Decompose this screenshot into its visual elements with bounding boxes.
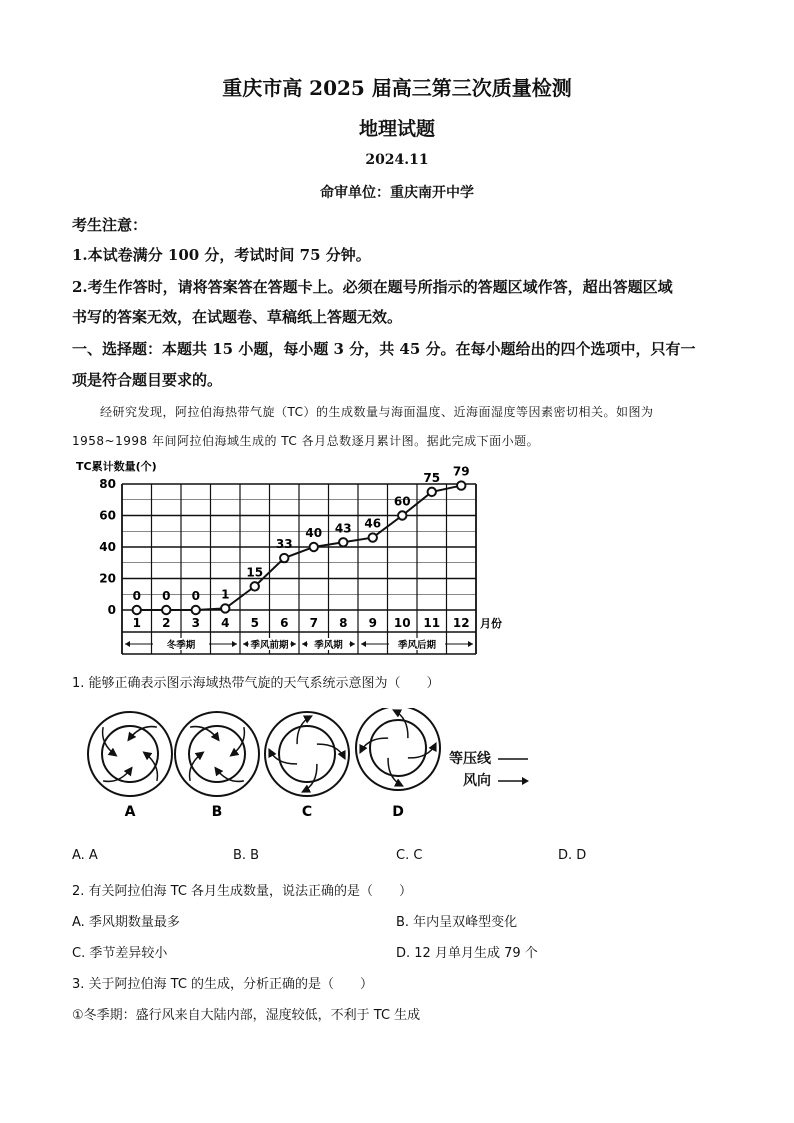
y-tick-label: 40	[99, 540, 116, 554]
data-label: 75	[423, 470, 441, 485]
x-tick-label: 12	[452, 616, 470, 630]
isobar-inner	[279, 726, 335, 782]
data-label: 79	[452, 464, 470, 479]
x-tick-label: 1	[132, 616, 141, 630]
data-point	[251, 582, 259, 590]
isobar-outer	[175, 712, 259, 796]
isobar-outer	[265, 712, 349, 796]
tc-cumulative-chart	[68, 452, 518, 662]
y-tick-label: 60	[99, 508, 116, 523]
x-tick-label: 11	[423, 616, 441, 630]
q1-option-c[interactable]: C. C	[396, 848, 423, 863]
x-tick-label: 9	[368, 616, 377, 630]
wind-arrow	[269, 750, 297, 764]
x-tick-label: 3	[191, 616, 200, 630]
q2-option-d[interactable]: D. 12 月单月生成 79 个	[396, 946, 538, 961]
data-label: 0	[132, 589, 141, 603]
q3-stem: 3. 关于阿拉伯海 TC 的生成，分析正确的是（ ）	[72, 977, 374, 992]
diagram-label-b: B	[211, 804, 223, 820]
x-tick-label: 8	[339, 616, 348, 630]
season-arrow-head	[350, 641, 355, 647]
x-axis-label: 月份	[480, 617, 502, 630]
legend-isobar	[449, 748, 530, 768]
season-arrow-head	[125, 641, 130, 647]
x-tick-label: 6	[280, 616, 289, 630]
legend-isobar-label: 等压线	[449, 751, 491, 767]
season-arrow-head	[468, 641, 473, 647]
exam-unit: 命审单位：重庆南开中学	[320, 185, 474, 201]
data-label: 33	[275, 537, 293, 552]
section-heading-line-1: 一、选择题：本题共 15 小题，每小题 3 分，共 45 分。在每小题给出的四个选项中，只有一	[72, 340, 696, 358]
isobar-inner	[370, 720, 426, 776]
season-label: 季风期	[314, 640, 343, 651]
q2-option-c[interactable]: C. 季节差异较小	[72, 946, 168, 961]
data-label: 0	[191, 589, 200, 603]
wind-arrow	[297, 716, 311, 744]
season-arrow-head	[291, 641, 296, 647]
isobar-outer	[88, 712, 172, 796]
data-point	[369, 533, 377, 541]
intro-line-2: 1958~1998 年间阿拉伯海域生成的 TC 各月总数逐月累计图。据此完成下面小题。	[72, 434, 540, 448]
x-tick-label: 4	[221, 616, 230, 630]
x-tick-label: 7	[309, 616, 318, 630]
isobar-inner	[189, 726, 245, 782]
wind-arrow	[303, 764, 317, 792]
data-point	[310, 543, 318, 551]
wind-arrow	[317, 744, 345, 758]
season-arrow-head	[361, 641, 366, 647]
data-point	[428, 488, 436, 496]
data-label: 0	[162, 589, 171, 603]
exam-title: 重庆市高 2025 届高三第三次质量检测	[222, 76, 572, 100]
wind-arrow	[388, 758, 402, 786]
notice-item-2-line-2: 书写的答案无效，在试题卷、草稿纸上答题无效。	[72, 308, 403, 326]
y-axis-label: TC累计数量(个)	[76, 460, 157, 473]
season-arrow-head	[232, 641, 237, 647]
data-label: 40	[305, 526, 323, 540]
section-heading-line-2: 项是符合题目要求的。	[72, 371, 223, 389]
data-label: 46	[364, 516, 382, 531]
subject-title: 地理试题	[358, 118, 435, 140]
data-point	[339, 538, 347, 546]
data-label: 43	[334, 521, 352, 536]
data-label: 60	[393, 494, 411, 509]
legend-wind-label: 风向	[463, 773, 491, 789]
data-point	[221, 604, 229, 612]
data-point	[192, 606, 200, 614]
data-point	[133, 606, 141, 614]
x-tick-label: 10	[393, 616, 411, 630]
y-tick-label: 0	[107, 603, 116, 617]
q2-stem: 2. 有关阿拉伯海 TC 各月生成数量，说法正确的是（ ）	[72, 884, 413, 899]
data-label: 15	[246, 565, 264, 580]
wind-arrow	[394, 710, 408, 738]
q1-option-a[interactable]: A. A	[72, 848, 98, 863]
x-tick-label: 2	[162, 616, 171, 630]
wind-arrow	[360, 738, 388, 752]
notice-heading: 考生注意：	[72, 216, 148, 234]
q1-option-d[interactable]: D. D	[558, 848, 587, 863]
data-point	[398, 511, 406, 519]
season-label: 冬季期	[166, 640, 196, 651]
data-point	[457, 481, 465, 489]
isobar-inner	[102, 726, 158, 782]
notice-item-2-line-1: 2.考生作答时，请将答案答在答题卡上。必须在题号所指示的答题区域作答，超出答题区域	[72, 278, 673, 296]
season-label: 季风后期	[397, 640, 437, 651]
data-point	[280, 554, 288, 562]
notice-item-1: 1.本试卷满分 100 分，考试时间 75 分钟。	[72, 246, 371, 264]
wind-arrow	[408, 744, 436, 758]
q1-option-b[interactable]: B. B	[233, 848, 260, 863]
season-label: 季风前期	[250, 640, 289, 651]
data-label: 1	[221, 587, 230, 602]
diagram-label-d: D	[392, 804, 404, 820]
x-tick-label: 5	[250, 616, 259, 630]
q2-option-b[interactable]: B. 年内呈双峰型变化	[396, 915, 518, 930]
exam-date: 2024.11	[365, 152, 429, 168]
y-tick-label: 20	[99, 571, 116, 586]
q2-option-a[interactable]: A. 季风期数量最多	[72, 915, 180, 930]
diagram-label-c: C	[301, 804, 313, 820]
diagram-label-a: A	[124, 804, 136, 820]
q3-item-1: ①冬季期：盛行风来自大陆内部，湿度较低，不利于 TC 生成	[72, 1008, 421, 1023]
season-arrow-head	[243, 641, 248, 647]
q1-stem: 1. 能够正确表示图示海域热带气旋的天气系统示意图为（ ）	[72, 676, 440, 691]
data-point	[162, 606, 170, 614]
season-arrow-head	[302, 641, 307, 647]
intro-line-1: 经研究发现，阿拉伯海热带气旋（TC）的生成数量与海面温度、近海面湿度等因素密切相关。如图为	[100, 405, 654, 419]
legend-wind	[463, 770, 530, 790]
y-tick-label: 80	[99, 477, 116, 491]
